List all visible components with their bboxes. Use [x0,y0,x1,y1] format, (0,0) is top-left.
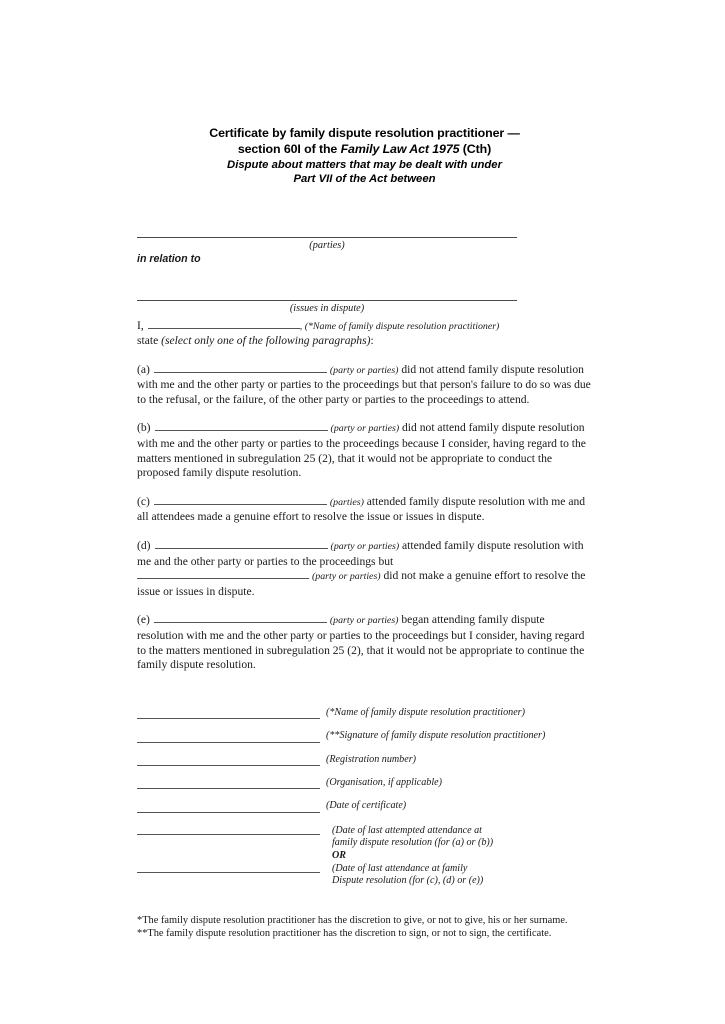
footnotes [137,914,592,940]
title-line-2 [137,142,592,158]
title-line-1: Certificate by family dispute resolution practitioner — [209,126,520,140]
state-suffix: : [370,334,374,348]
title-act-name: Family Law Act 1975 [340,141,460,156]
paragraph-e-blank-caption: (party or parties) [329,615,399,627]
paragraph-d-text: attended family dispute resolution with me and the other party or parties to the proceedings but [137,539,584,568]
paragraph-a-blank[interactable] [154,363,327,373]
i-prefix: I, [137,318,144,332]
paragraph-e [137,613,592,672]
paragraph-c-blank[interactable] [154,495,327,505]
paragraph-d-blank-1[interactable] [155,539,328,549]
date-label-attempted-line-1: (Date of last attempted attendance at [332,824,482,836]
date-label-attendance-line-2: Dispute resolution (for (c), (d) or (e)) [332,875,484,887]
title-section-prefix: section 60I of the [237,141,341,156]
paragraph-d-text-2: did not make a genuine effort to resolve the issue or issues in dispute. [137,569,586,598]
paragraph-a-marker: (a) [137,362,150,376]
signature-label-organisation: (Organisation, if applicable) [326,777,442,788]
date-label-attempted-line-2: family dispute resolution (for (a) or (b)) [332,837,494,849]
signature-label-date-certificate: (Date of certificate) [326,800,407,812]
state-instruction: (select only one of the following paragraphs) [161,334,371,348]
signature-label-registration: (Registration number) [326,753,416,765]
paragraph-d [137,539,592,599]
title-section-suffix: (Cth) [459,141,492,156]
signature-label-name: (*Name of family dispute resolution practitioner) [326,706,525,718]
date-label-or: OR [332,850,347,861]
title-line-4: Part VII of the Act between [293,173,436,185]
paragraph-b-marker: (b) [137,421,151,435]
signature-label-signature: (**Signature of family dispute resolution practitioner) [326,730,546,742]
paragraph-b [137,421,592,480]
paragraph-c-text: attended family dispute resolution with me and all attendees made a genuine effort to resolve the issue or issues in dispute. [137,494,586,524]
date-blank-last-attendance[interactable] [137,872,320,873]
signature-row-name [137,707,592,719]
parties-caption: (parties) [309,239,345,251]
signature-blank-signature[interactable] [137,731,320,743]
issues-caption: (issues in dispute) [289,302,365,314]
paragraph-d-blank-1-caption: (party or parties) [330,541,400,553]
signature-blank-name[interactable] [137,707,320,719]
signature-row-registration [137,754,592,766]
date-blank-last-attempted[interactable] [137,834,320,835]
paragraph-c [137,495,592,525]
in-relation-to-label: in relation to [137,252,201,265]
paragraph-a-blank-caption: (party or parties) [329,364,399,376]
signature-row-date-certificate [137,800,592,812]
paragraph-c-marker: (c) [137,494,150,508]
signature-blank-organisation[interactable] [137,777,320,789]
paragraph-e-marker: (e) [137,613,150,627]
paragraph-d-marker: (d) [137,539,151,553]
paragraph-e-blank[interactable] [154,613,327,623]
paragraph-a [137,363,592,408]
practitioner-name-line [137,319,592,335]
paragraph-d-blank-2[interactable] [137,569,309,579]
paragraph-b-blank-caption: (party or parties) [330,423,400,435]
signature-blank-registration[interactable] [137,754,320,766]
paragraph-e-text: began attending family dispute resolution with me and the other party or parties to the proceedings but I consider, having regard to the matters mentioned in subregulation 25 (2), that it would not be appropriate to continue the family dispute resolution. [137,613,585,672]
paragraph-b-text: did not attend family dispute resolution with me and the other party or parties to the proceedings because I consider, having regard to the matters mentioned in subregulation 25 (2), that it would not be appropriate to conduct the proposed family dispute resolution. [137,421,586,480]
state-line [137,334,592,349]
title-line-3: Dispute about matters that may be dealt with under [227,158,502,171]
state-prefix: state [137,334,162,348]
paragraph-d-blank-2-caption: (party or parties) [312,571,381,583]
attendance-date-labels [326,825,592,888]
paragraph-b-blank[interactable] [155,421,328,431]
document-content [137,126,592,940]
practitioner-name-caption: , (*Name of family dispute resolution practitioner) [299,320,500,332]
practitioner-name-blank[interactable] [148,319,300,329]
document-title-block [137,126,592,187]
paragraph-a-text: did not attend family dispute resolution with me and the other party or parties to the proceedings but that person's failure to do so was due to the refusal, or the failure, of the other party or parties to the proceedings to attend. [137,362,591,406]
signature-row-signature [137,730,592,742]
footnote-single-asterisk: *The family dispute resolution practitioner has the discretion to give, or not to give, his or her surname. [137,914,568,926]
footnote-double-asterisk: **The family dispute resolution practitioner has the discretion to sign, or not to sign, the certificate. [137,927,552,939]
paragraph-c-blank-caption: (parties) [329,496,364,508]
signature-block [137,707,592,888]
date-label-attendance-line-1: (Date of last attendance at family [332,862,468,874]
signature-blank-date-certificate[interactable] [137,801,320,813]
signature-row-organisation [137,777,592,789]
attendance-date-block [137,825,592,888]
